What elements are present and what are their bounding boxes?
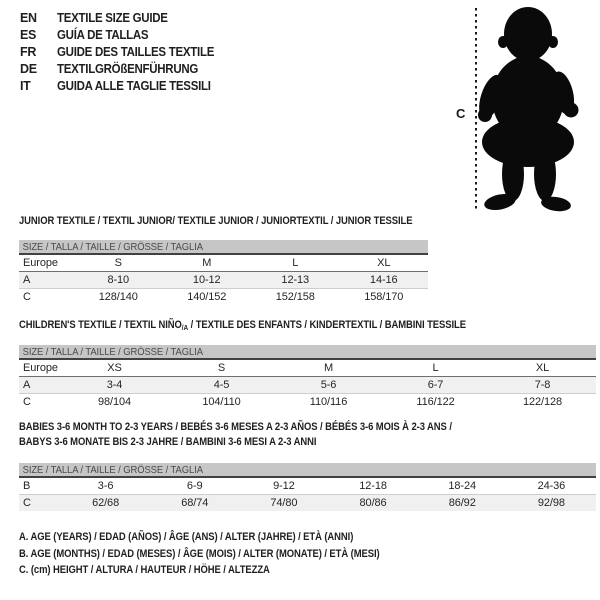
row-label-cell: Europe [19,254,74,272]
baby-silhouette [474,7,578,213]
size-value-cell: 128/140 [98,291,138,303]
size-value-cell: L [251,254,340,272]
size-header-cell [19,345,596,359]
size-value-cell: 140/152 [187,291,227,303]
language-row-it [20,77,228,94]
size-header-bar [19,240,428,254]
row-label-cell: A [19,377,61,394]
row-label-cell: B [19,477,61,495]
junior-section-title [19,215,477,227]
language-code: ES [20,28,37,43]
babies-section-title [19,420,522,449]
size-value-cell: 104/110 [202,396,241,408]
footnote-age-months [19,548,438,565]
language-title: GUIDA ALLE TAGLIE TESSILI [57,78,211,93]
size-value-cell: 92/98 [507,495,596,512]
babies-title-line1: BABIES 3-6 MONTH TO 2-3 YEARS / BEBÉS 3-6 MESES A 2-3 AÑOS / BÉBÉS 3-6 MOIS À 2-3 ANS / [19,421,452,433]
size-value-cell: 6-9 [150,477,239,495]
size-value-cell: 14-16 [340,272,429,289]
size-value-cell: 9-12 [239,477,328,495]
junior-size-table [19,240,428,305]
row-label-cell: C [23,291,31,303]
height-label-c: C [456,106,466,121]
size-value-cell: 24-36 [507,477,596,495]
title-subscript: /A [181,323,189,332]
size-value-cell: 116/122 [416,396,455,408]
language-code: FR [20,44,37,59]
language-title: GUIDE DES TAILLES TEXTILE [57,44,215,59]
size-value-cell: 152/158 [275,291,315,303]
size-value-cell: 110/116 [309,396,348,408]
children-size-table [19,345,596,410]
table-row-height [19,394,596,411]
children-section-title [19,319,539,332]
size-value-cell: M [163,254,252,272]
size-value-cell: XL [340,254,429,272]
size-value-cell: 12-18 [328,477,417,495]
table-row-europe [19,359,596,377]
language-row-en [20,10,228,27]
size-header-bar [19,463,596,477]
size-header-bar [19,345,596,359]
language-code: DE [20,61,37,76]
footnote-text: B. AGE (MONTHS) / EDAD (MESES) / ÂGE (MOIS) / ALTER (MONATE) / ETÀ (MESI) [19,547,380,560]
size-value-cell: 8-10 [74,272,163,289]
language-row-de [20,60,228,77]
size-header-cell [19,240,428,254]
footnote-height [19,564,438,581]
table-row-height [19,495,596,512]
size-value-cell: XS [61,359,168,377]
size-value-cell: 4-5 [168,377,275,394]
size-value-cell: 122/128 [522,396,563,408]
footnote-text: C. (cm) HEIGHT / ALTURA / HAUTEUR / HÖHE / ALTEZZA [19,564,270,577]
size-value-cell: L [382,359,489,377]
language-title: GUÍA DE TALLAS [57,28,149,43]
table-row-europe [19,254,428,272]
size-value-cell: 10-12 [163,272,252,289]
size-header-text: SIZE / TALLA / TAILLE / GRÖSSE / TAGLIA [22,463,203,476]
size-value-cell: 74/80 [239,495,328,512]
children-section-title-text [19,319,466,332]
footnote-legend [19,531,438,581]
size-header-text: SIZE / TALLA / TAILLE / GRÖSSE / TAGLIA [22,345,203,358]
size-value-cell: 3-6 [61,477,150,495]
size-value-cell: 12-13 [251,272,340,289]
language-row-fr [20,44,228,61]
row-label-cell: Europe [19,359,61,377]
row-label-cell: C [19,495,61,512]
language-code: IT [20,78,31,93]
size-value-cell: S [168,359,275,377]
size-value-cell: 18-24 [418,477,507,495]
footnote-text: A. AGE (YEARS) / EDAD (AÑOS) / ÂGE (ANS) / ALTER (JAHRE) / ETÀ (ANNI) [19,531,354,543]
size-value-cell: S [74,254,163,272]
language-row-es [20,27,228,44]
table-row-height [19,289,428,306]
baby-figure-svg [450,0,600,215]
row-label-cell: C [23,396,31,408]
language-title-list [20,10,228,94]
size-value-cell: 158/170 [364,291,404,303]
table-row-age [19,272,428,289]
size-header-cell [19,463,596,477]
size-value-cell: 86/92 [418,495,507,512]
language-title: TEXTILGRÖßENFÜHRUNG [57,61,199,76]
size-value-cell: 3-4 [61,377,168,394]
size-value-cell: 68/74 [150,495,239,512]
table-row-age [19,377,596,394]
size-header-text: SIZE / TALLA / TAILLE / GRÖSSE / TAGLIA [22,240,203,253]
language-title: TEXTILE SIZE GUIDE [57,11,168,26]
junior-section-title-text: JUNIOR TEXTILE / TEXTIL JUNIOR/ TEXTILE JUNIOR / JUNIORTEXTIL / JUNIOR TESSILE [19,215,413,227]
size-value-cell: M [275,359,382,377]
table-row-months [19,477,596,495]
size-value-cell: 98/104 [97,396,132,408]
size-value-cell: 7-8 [489,377,596,394]
title-part: / TEXTILE DES ENFANTS / KINDERTEXTIL / BAMBINI TESSILE [188,319,466,331]
baby-height-figure [450,0,600,215]
size-value-cell: 62/68 [61,495,150,512]
babies-size-table [19,463,596,511]
size-value-cell: 80/86 [328,495,417,512]
language-code: EN [20,11,37,26]
row-label-cell: A [19,272,74,289]
footnote-age-years [19,531,438,548]
title-part: CHILDREN'S TEXTILE / TEXTIL NIÑO [19,319,182,331]
size-value-cell: 5-6 [275,377,382,394]
size-value-cell: 6-7 [382,377,489,394]
babies-title-line2: BABYS 3-6 MONATE BIS 2-3 JAHRE / BAMBINI 3-6 MESI A 2-3 ANNI [19,435,317,448]
size-value-cell: XL [489,359,596,377]
